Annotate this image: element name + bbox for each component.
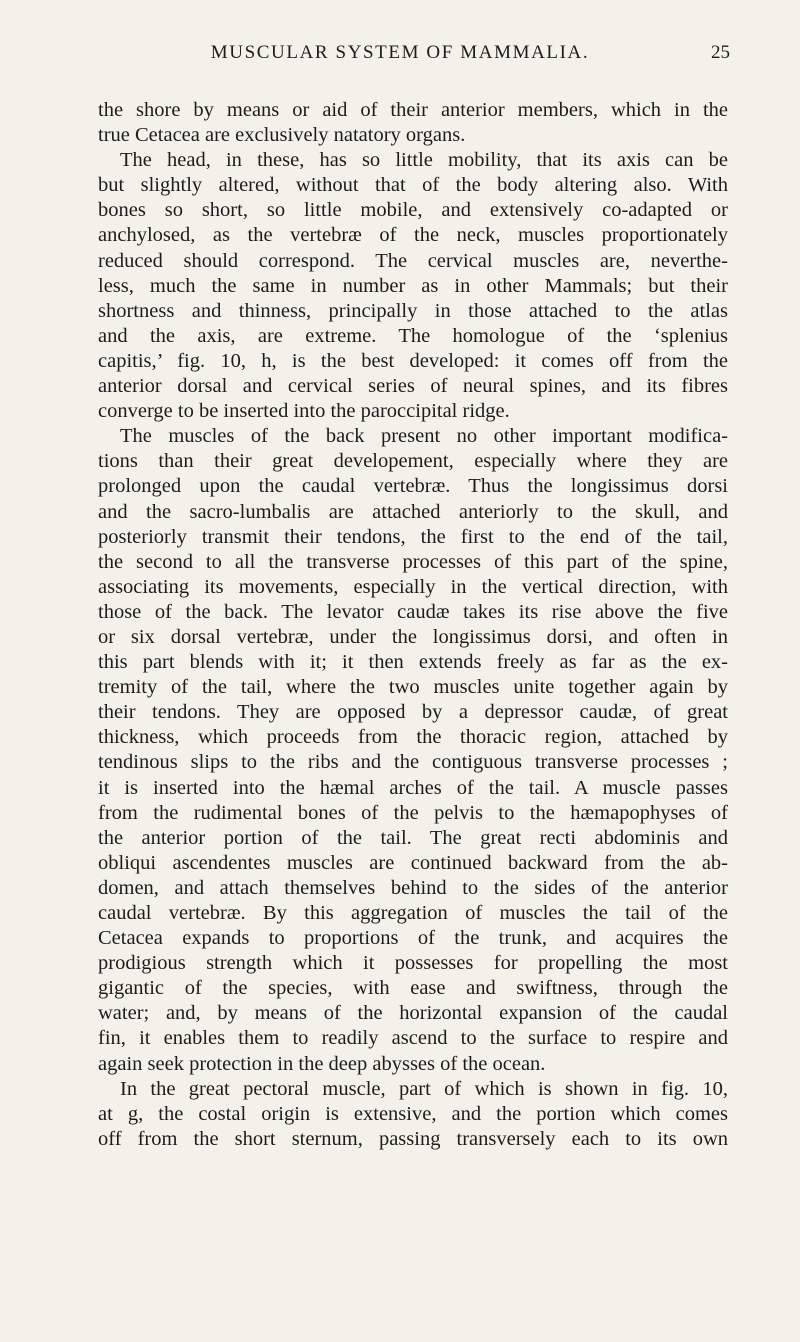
text-line: the shore by means or aid of their anterior members, which in the <box>98 99 728 121</box>
text-line: off from the short sternum, passing transversely each to its own <box>98 1127 728 1150</box>
text-line: tendinous slips to the ribs and the contiguous transverse processes ; <box>98 751 728 774</box>
text-line: less, much the same in number as in other Mammals; but their <box>98 274 728 297</box>
text-line: Cetacea expands to proportions of the trunk, and acquires the <box>98 927 728 950</box>
text-line: The muscles of the back present no other important modifica- <box>120 425 728 448</box>
text-line: those of the back. The levator caudæ takes its rise above the five <box>98 600 728 623</box>
text-line: obliqui ascendentes muscles are continued backward from the ab- <box>98 851 728 874</box>
text-line: this part blends with it; it then extends freely as far as the ex- <box>98 651 728 674</box>
text-line: converge to be inserted into the paroccipital ridge. <box>98 400 510 423</box>
text-line: gigantic of the species, with ease and swiftness, through the <box>98 977 728 1000</box>
text-line: posteriorly transmit their tendons, the first to the end of the tail, <box>98 525 728 548</box>
running-title: MUSCULAR SYSTEM OF MAMMALIA. <box>210 42 590 63</box>
text-line: at g, the costal origin is extensive, and the portion which comes <box>98 1102 728 1125</box>
text-line: anchylosed, as the vertebræ of the neck, muscles proportionately <box>98 224 728 247</box>
text-line: capitis,’ fig. 10, h, is the best developed: it comes off from the <box>98 349 728 372</box>
body-text <box>98 98 728 1152</box>
page-number: 25 <box>711 42 730 63</box>
text-line: shortness and thinness, principally in those attached to the atlas <box>98 299 728 322</box>
text-line: the second to all the transverse processes of this part of the spine, <box>98 550 728 573</box>
text-line: their tendons. They are opposed by a depressor caudæ, of great <box>98 701 728 724</box>
text-line: again seek protection in the deep abysses of the ocean. <box>98 1052 546 1075</box>
running-head <box>0 42 800 82</box>
text-line: In the great pectoral muscle, part of which is shown in fig. 10, <box>120 1077 728 1100</box>
text-line: and the axis, are extreme. The homologue of the ‘splenius <box>98 324 728 347</box>
text-line: or six dorsal vertebræ, under the longissimus dorsi, and often in <box>98 625 728 648</box>
text-line: but slightly altered, without that of the body altering also. With <box>98 174 728 197</box>
text-line: thickness, which proceeds from the thoracic region, attached by <box>98 726 728 749</box>
text-line: reduced should correspond. The cervical muscles are, neverthe- <box>98 249 728 272</box>
text-line: prolonged upon the caudal vertebræ. Thus the longissimus dorsi <box>98 475 728 498</box>
text-line: it is inserted into the hæmal arches of the tail. A muscle passes <box>98 776 728 799</box>
text-line: the anterior portion of the tail. The great recti abdominis and <box>98 826 728 849</box>
text-line: water; and, by means of the horizontal expansion of the caudal <box>98 1002 728 1025</box>
text-line: anterior dorsal and cervical series of neural spines, and its fibres <box>98 375 728 398</box>
text-line: tions than their great developement, especially where they are <box>98 450 728 473</box>
text-line: The head, in these, has so little mobility, that its axis can be <box>120 149 728 172</box>
text-line: true Cetacea are exclusively natatory organs. <box>98 124 466 147</box>
text-line: tremity of the tail, where the two muscles unite together again by <box>98 676 728 699</box>
text-line: from the rudimental bones of the pelvis to the hæmapophyses of <box>98 801 728 824</box>
text-line: caudal vertebræ. By this aggregation of muscles the tail of the <box>98 902 728 924</box>
text-line: fin, it enables them to readily ascend to the surface to respire and <box>98 1027 728 1050</box>
text-line: bones so short, so little mobile, and extensively co-adapted or <box>98 199 728 222</box>
text-line: prodigious strength which it possesses for propelling the most <box>98 952 728 975</box>
text-line: domen, and attach themselves behind to the sides of the anterior <box>98 876 728 899</box>
text-line: and the sacro-lumbalis are attached anteriorly to the skull, and <box>98 500 728 523</box>
text-line: associating its movements, especially in the vertical direction, with <box>98 575 728 598</box>
